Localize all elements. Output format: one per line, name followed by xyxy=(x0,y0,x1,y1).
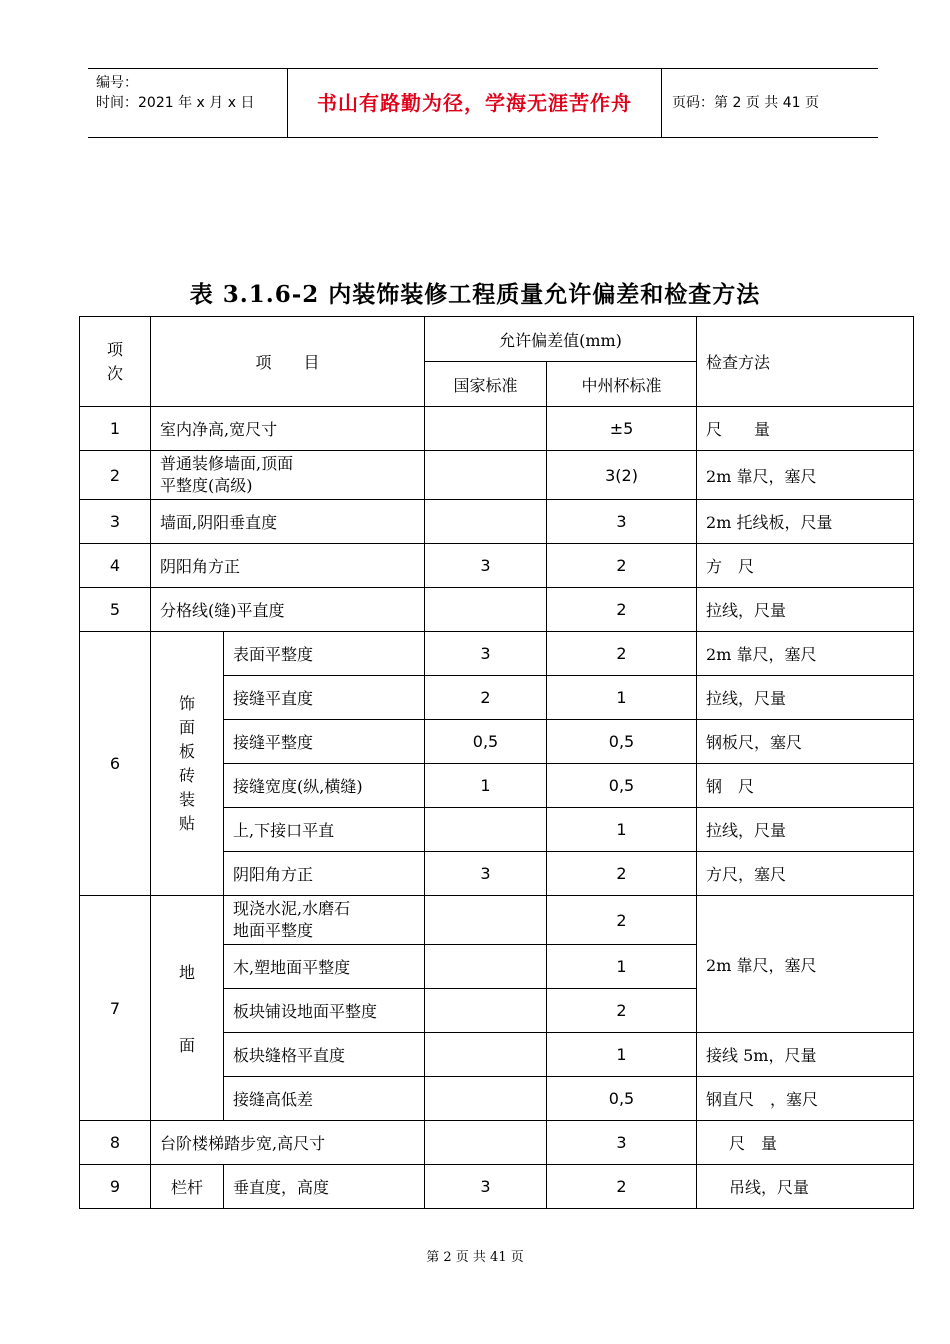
table-head-row xyxy=(80,317,914,362)
row-zhongzhou: 2 xyxy=(547,1165,697,1209)
row-item: 接缝平直度 xyxy=(224,676,425,720)
row-item: 板块缝格平直度 xyxy=(224,1033,425,1077)
row-zhongzhou: ±5 xyxy=(547,407,697,451)
row-national xyxy=(425,588,547,632)
row-index: 1 xyxy=(80,407,151,451)
row-national xyxy=(425,808,547,852)
row-method: 钢板尺，塞尺 xyxy=(697,720,914,764)
row-item: 阴阳角方正 xyxy=(224,852,425,896)
row-national: 1 xyxy=(425,764,547,808)
header-motto: 书山有路勤为径，学海无涯苦作舟 xyxy=(288,69,662,137)
group-category-facing xyxy=(151,632,224,896)
group-index: 6 xyxy=(80,632,151,896)
category-char: 板 xyxy=(178,741,195,761)
table-row xyxy=(80,1121,914,1165)
document-date: 时间：2021 年 x 月 x 日 xyxy=(96,95,255,111)
row-index: 3 xyxy=(80,500,151,544)
row-national xyxy=(425,1077,547,1121)
row-index: 2 xyxy=(80,451,151,500)
row-zhongzhou: 3(2) xyxy=(547,451,697,500)
category-char: 面 xyxy=(178,1036,195,1055)
category-char: 贴 xyxy=(178,813,195,833)
row-category: 栏杆 xyxy=(151,1165,224,1209)
row-item: 台阶楼梯踏步宽,高尺寸 xyxy=(151,1121,425,1165)
row-method: 接线 5m，尺量 xyxy=(697,1033,914,1077)
row-item: 垂直度，高度 xyxy=(224,1165,425,1209)
row-zhongzhou: 1 xyxy=(547,676,697,720)
row-national: 3 xyxy=(425,852,547,896)
row-item-line: 地面平整度 xyxy=(233,921,314,940)
row-item: 接缝平整度 xyxy=(224,720,425,764)
row-national: 3 xyxy=(425,1165,547,1209)
row-zhongzhou: 3 xyxy=(547,500,697,544)
head-index: 项次 xyxy=(80,317,151,407)
row-item xyxy=(224,896,425,945)
row-zhongzhou: 0,5 xyxy=(547,720,697,764)
page-footer: 第 2 页 共 41 页 xyxy=(426,1250,524,1265)
row-method: 方尺，塞尺 xyxy=(697,852,914,896)
row-item-line: 现浇水泥,水磨石 xyxy=(233,899,351,918)
category-char: 砖 xyxy=(178,765,195,785)
row-national xyxy=(425,945,547,989)
category-char: 地 xyxy=(178,963,195,982)
row-method: 2m 靠尺，塞尺 xyxy=(697,896,914,1033)
row-item: 室内净高,宽尺寸 xyxy=(151,407,425,451)
category-char: 饰 xyxy=(178,693,195,713)
row-zhongzhou: 0,5 xyxy=(547,764,697,808)
row-zhongzhou: 3 xyxy=(547,1121,697,1165)
row-zhongzhou: 2 xyxy=(547,588,697,632)
row-method: 拉线，尺量 xyxy=(697,676,914,720)
row-item: 上,下接口平直 xyxy=(224,808,425,852)
table-row xyxy=(80,407,914,451)
table-row xyxy=(80,544,914,588)
row-zhongzhou: 2 xyxy=(547,544,697,588)
row-method: 2m 靠尺，塞尺 xyxy=(697,632,914,676)
row-national: 2 xyxy=(425,676,547,720)
row-method: 方 尺 xyxy=(697,544,914,588)
header-page-number: 页码：第 2 页 共 41 页 xyxy=(672,95,819,111)
row-zhongzhou: 2 xyxy=(547,852,697,896)
row-national xyxy=(425,451,547,500)
row-item: 接缝高低差 xyxy=(224,1077,425,1121)
row-index: 4 xyxy=(80,544,151,588)
row-zhongzhou: 1 xyxy=(547,1033,697,1077)
row-index: 5 xyxy=(80,588,151,632)
row-national xyxy=(425,500,547,544)
table-row xyxy=(80,588,914,632)
row-national xyxy=(425,407,547,451)
row-method: 2m 托线板，尺量 xyxy=(697,500,914,544)
row-zhongzhou: 1 xyxy=(547,808,697,852)
head-method: 检查方法 xyxy=(697,317,914,407)
header-meta xyxy=(88,69,288,137)
row-index: 9 xyxy=(80,1165,151,1209)
row-zhongzhou: 0,5 xyxy=(547,1077,697,1121)
row-item-line: 普通装修墙面,顶面 xyxy=(160,454,294,473)
table-title: 表 3.1.6-2 内装饰装修工程质量允许偏差和检查方法 xyxy=(189,281,761,308)
row-national xyxy=(425,896,547,945)
row-method: 拉线，尺量 xyxy=(697,588,914,632)
row-national: 0,5 xyxy=(425,720,547,764)
head-tolerance: 允许偏差值(mm) xyxy=(425,317,697,362)
row-item: 阴阳角方正 xyxy=(151,544,425,588)
row-item: 分格线(缝)平直度 xyxy=(151,588,425,632)
row-method: 尺 量 xyxy=(697,407,914,451)
quality-tolerance-table xyxy=(79,316,914,1209)
table-row xyxy=(80,451,914,500)
row-method: 拉线，尺量 xyxy=(697,808,914,852)
row-item: 木,塑地面平整度 xyxy=(224,945,425,989)
row-national xyxy=(425,1121,547,1165)
row-item xyxy=(151,451,425,500)
head-item: 项 目 xyxy=(151,317,425,407)
group-index: 7 xyxy=(80,896,151,1121)
row-method: 尺 量 xyxy=(697,1121,914,1165)
table-row xyxy=(80,632,914,676)
row-national: 3 xyxy=(425,632,547,676)
row-national: 3 xyxy=(425,544,547,588)
table-row xyxy=(80,896,914,945)
row-method: 2m 靠尺，塞尺 xyxy=(697,451,914,500)
row-item: 接缝宽度(纵,横缝) xyxy=(224,764,425,808)
head-zhongzhou-standard: 中州杯标准 xyxy=(547,362,697,407)
row-zhongzhou: 2 xyxy=(547,896,697,945)
row-zhongzhou: 2 xyxy=(547,989,697,1033)
page-header xyxy=(88,68,878,138)
head-national-standard: 国家标准 xyxy=(425,362,547,407)
row-item: 墙面,阴阳垂直度 xyxy=(151,500,425,544)
row-item: 板块铺设地面平整度 xyxy=(224,989,425,1033)
row-item: 表面平整度 xyxy=(224,632,425,676)
row-method: 吊线，尺量 xyxy=(697,1165,914,1209)
category-char: 面 xyxy=(178,717,195,737)
row-method: 钢 尺 xyxy=(697,764,914,808)
row-method: 钢直尺 ，塞尺 xyxy=(697,1077,914,1121)
table-row xyxy=(80,1165,914,1209)
group-category-floor xyxy=(151,896,224,1121)
row-national xyxy=(425,1033,547,1077)
document-number: 编号： xyxy=(96,75,138,91)
row-national xyxy=(425,989,547,1033)
category-char: 装 xyxy=(178,789,195,809)
table-row xyxy=(80,500,914,544)
row-index: 8 xyxy=(80,1121,151,1165)
row-zhongzhou: 1 xyxy=(547,945,697,989)
row-zhongzhou: 2 xyxy=(547,632,697,676)
row-item-line: 平整度(高级) xyxy=(160,476,253,495)
